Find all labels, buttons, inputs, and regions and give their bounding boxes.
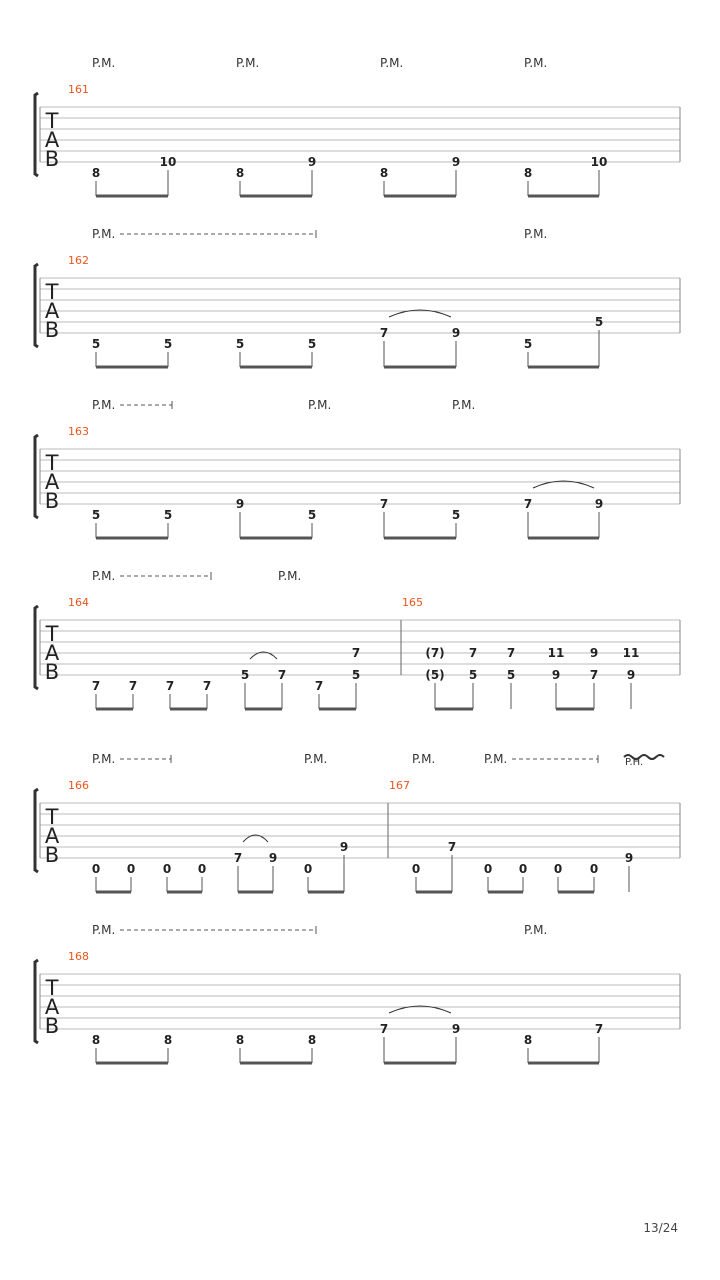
tab-system	[35, 752, 680, 892]
palm-mute-label: P.M.	[524, 56, 548, 70]
fret-number: 7	[128, 679, 138, 693]
system-bracket	[35, 435, 38, 518]
tab-clef-letter: T	[45, 451, 59, 475]
fret-number: 0	[126, 862, 136, 876]
palm-mute-label: P.M.	[380, 56, 404, 70]
fret-number: 7	[233, 851, 243, 865]
tab-system	[35, 56, 680, 196]
measure-number: 167	[389, 779, 410, 792]
fret-number: 9	[268, 851, 278, 865]
fret-number: 7	[379, 1022, 389, 1036]
fret-number: 5	[235, 337, 245, 351]
fret-number: (7)	[425, 646, 445, 660]
fret-number: 5	[240, 668, 250, 682]
palm-mute-label: P.M.	[524, 227, 548, 241]
tab-clef-letter: T	[45, 976, 59, 1000]
palm-mute-label: P.M.	[92, 923, 116, 937]
palm-mute-label: P.M.	[484, 752, 508, 766]
fret-number: 5	[307, 337, 317, 351]
fret-number: 0	[303, 862, 313, 876]
fret-number: 9	[339, 840, 349, 854]
fret-number: 5	[91, 508, 101, 522]
fret-number: 9	[594, 497, 604, 511]
measure-number: 164	[68, 596, 89, 609]
tab-clef-letter: B	[44, 843, 60, 867]
fret-number: 11	[547, 646, 565, 660]
palm-mute-label: P.M.	[308, 398, 332, 412]
tab-clef-letter: A	[44, 470, 60, 494]
measure-number: 165	[402, 596, 423, 609]
palm-mute-label: P.M.	[412, 752, 436, 766]
fret-number: (5)	[425, 668, 445, 682]
fret-number: 8	[235, 1033, 245, 1047]
measure-number: 163	[68, 425, 89, 438]
fret-number: 10	[590, 155, 608, 169]
palm-mute-label: P.M.	[92, 227, 116, 241]
fret-number: 7	[379, 326, 389, 340]
fret-number: 8	[307, 1033, 317, 1047]
measure-number: 161	[68, 83, 89, 96]
fret-number: 7	[468, 646, 478, 660]
fret-number: 7	[277, 668, 287, 682]
fret-number: 5	[523, 337, 533, 351]
fret-number: 9	[551, 668, 561, 682]
fret-number: 5	[451, 508, 461, 522]
fret-number: 9	[626, 668, 636, 682]
fret-number: 9	[451, 155, 461, 169]
fret-number: 5	[351, 668, 361, 682]
tab-clef-letter: B	[44, 318, 60, 342]
system-bracket	[35, 93, 38, 176]
fret-number: 9	[624, 851, 634, 865]
tab-system	[35, 569, 680, 709]
fret-number: 7	[523, 497, 533, 511]
fret-number: 9	[307, 155, 317, 169]
fret-number: 0	[91, 862, 101, 876]
fret-number: 8	[235, 166, 245, 180]
measure-number: 168	[68, 950, 89, 963]
fret-number: 8	[379, 166, 389, 180]
fret-number: 8	[523, 166, 533, 180]
tab-clef-letter: B	[44, 489, 60, 513]
fret-number: 5	[163, 508, 173, 522]
tab-clef-letter: T	[45, 280, 59, 304]
fret-number: 0	[197, 862, 207, 876]
page-number: 13/24	[643, 1221, 678, 1235]
tab-clef-letter: A	[44, 824, 60, 848]
palm-mute-label: P.M.	[92, 398, 116, 412]
fret-number: 5	[594, 315, 604, 329]
tab-clef-letter: B	[44, 1014, 60, 1038]
tab-system	[35, 398, 680, 538]
fret-number: 9	[451, 1022, 461, 1036]
tab-clef-letter: B	[44, 660, 60, 684]
palm-mute-label: P.M.	[92, 56, 116, 70]
pinch-harmonic-label: P.H.	[625, 757, 644, 768]
palm-mute-label: P.M.	[236, 56, 260, 70]
palm-mute-label: P.M.	[92, 752, 116, 766]
fret-number: 5	[307, 508, 317, 522]
fret-number: 10	[159, 155, 177, 169]
fret-number: 7	[594, 1022, 604, 1036]
system-bracket	[35, 264, 38, 347]
fret-number: 0	[553, 862, 563, 876]
fret-number: 5	[91, 337, 101, 351]
fret-number: 7	[447, 840, 457, 854]
measure-number: 166	[68, 779, 89, 792]
fret-number: 8	[523, 1033, 533, 1047]
fret-number: 7	[165, 679, 175, 693]
fret-number: 0	[589, 862, 599, 876]
tab-system	[35, 227, 680, 367]
tab-system	[35, 923, 680, 1063]
fret-number: 9	[451, 326, 461, 340]
system-bracket	[35, 960, 38, 1043]
fret-number: 8	[91, 166, 101, 180]
palm-mute-label: P.M.	[278, 569, 302, 583]
measure-number: 162	[68, 254, 89, 267]
system-bracket	[35, 606, 38, 689]
fret-number: 5	[468, 668, 478, 682]
fret-number: 7	[314, 679, 324, 693]
tab-clef-letter: A	[44, 128, 60, 152]
fret-number: 11	[622, 646, 640, 660]
fret-number: 7	[506, 646, 516, 660]
fret-number: 0	[162, 862, 172, 876]
fret-number: 0	[411, 862, 421, 876]
fret-number: 0	[518, 862, 528, 876]
fret-number: 9	[235, 497, 245, 511]
fret-number: 0	[483, 862, 493, 876]
fret-number: 9	[589, 646, 599, 660]
fret-number: 8	[163, 1033, 173, 1047]
system-bracket	[35, 789, 38, 872]
fret-number: 7	[379, 497, 389, 511]
palm-mute-label: P.M.	[92, 569, 116, 583]
fret-number: 8	[91, 1033, 101, 1047]
fret-number: 7	[589, 668, 599, 682]
fret-number: 5	[506, 668, 516, 682]
tab-clef-letter: T	[45, 109, 59, 133]
fret-number: 5	[163, 337, 173, 351]
palm-mute-label: P.M.	[304, 752, 328, 766]
tab-clef-letter: T	[45, 622, 59, 646]
tab-clef-letter: A	[44, 299, 60, 323]
tab-clef-letter: A	[44, 641, 60, 665]
tab-clef-letter: T	[45, 805, 59, 829]
palm-mute-label: P.M.	[452, 398, 476, 412]
tab-clef-letter: A	[44, 995, 60, 1019]
palm-mute-label: P.M.	[524, 923, 548, 937]
fret-number: 7	[351, 646, 361, 660]
tab-clef-letter: B	[44, 147, 60, 171]
fret-number: 7	[202, 679, 212, 693]
fret-number: 7	[91, 679, 101, 693]
